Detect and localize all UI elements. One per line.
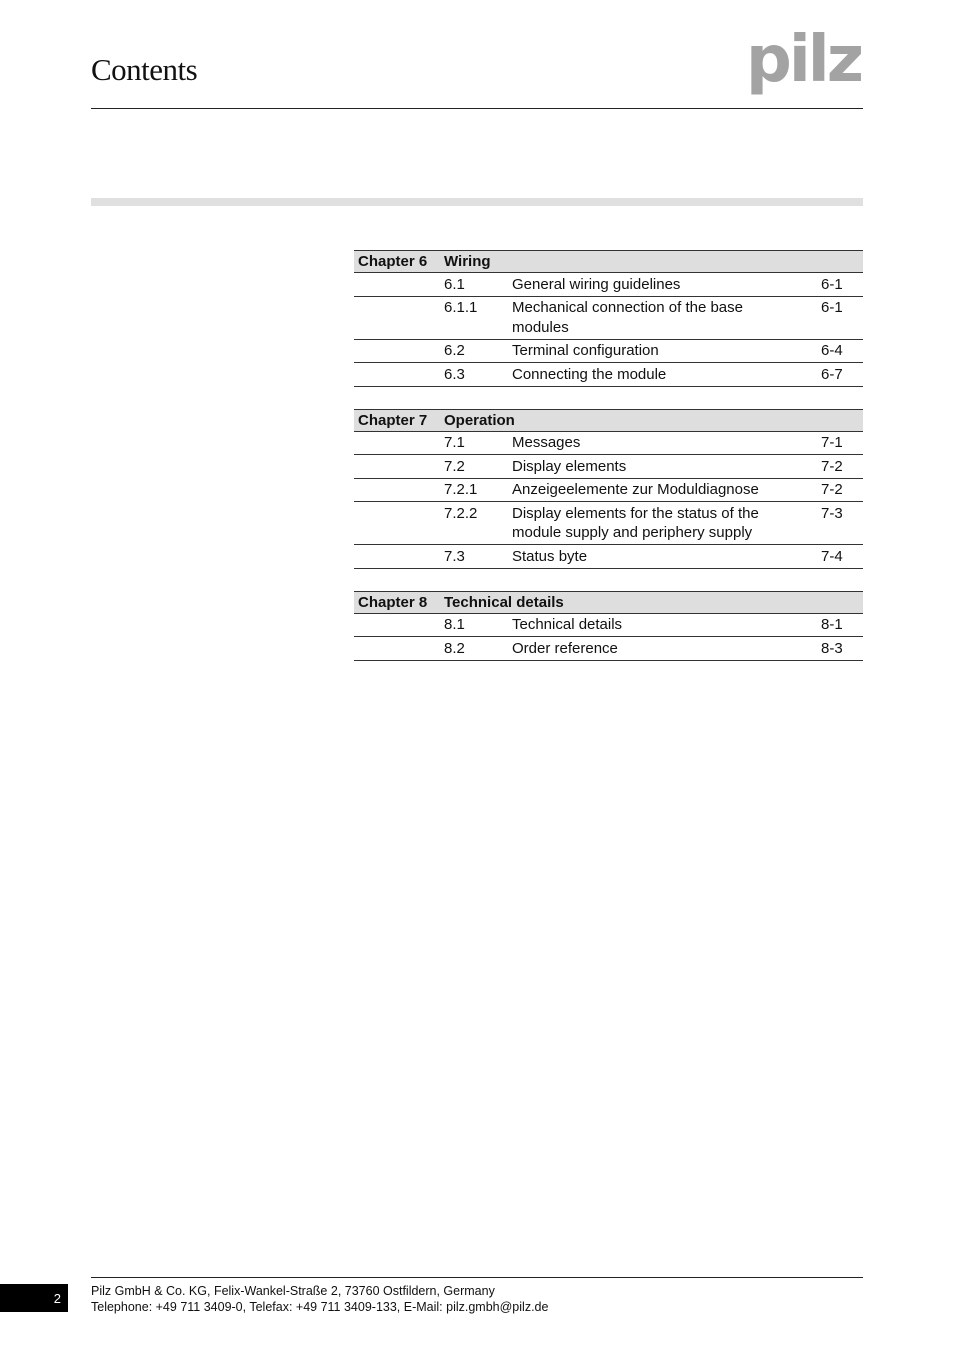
- chapter-heading[interactable]: [354, 591, 863, 614]
- toc-entry[interactable]: [354, 614, 863, 638]
- entry-title: Terminal configuration: [512, 342, 659, 359]
- entry-title: Anzeigeelemente zur Moduldiagnose: [512, 481, 759, 498]
- entry-page: 7-3: [821, 504, 843, 522]
- chapter-title: Wiring: [444, 253, 491, 270]
- toc-entry[interactable]: [354, 297, 863, 340]
- page-number: 2: [0, 1284, 68, 1312]
- chapter-label: Chapter 8: [358, 593, 428, 611]
- chapter-7: [354, 409, 863, 569]
- toc-entry[interactable]: [354, 637, 863, 661]
- entry-page: 8-3: [821, 639, 843, 657]
- chapter-heading[interactable]: [354, 409, 863, 432]
- entry-page: 7-2: [821, 481, 843, 498]
- footer-address: [91, 1283, 548, 1315]
- footer-divider: [91, 1277, 863, 1278]
- entry-title: Technical details: [512, 616, 623, 633]
- entry-page: 7-2: [821, 457, 843, 475]
- entry-number: 8.1: [444, 616, 465, 633]
- chapter-title: Technical details: [444, 593, 564, 611]
- entry-page: 8-1: [821, 616, 843, 633]
- toc-entry[interactable]: [354, 340, 863, 364]
- entry-number: 6.2: [444, 342, 465, 359]
- toc-entry[interactable]: [354, 479, 863, 503]
- page-title: Contents: [91, 52, 198, 87]
- entry-title: Display elements: [512, 457, 627, 475]
- toc-entry[interactable]: [354, 545, 863, 569]
- footer-line-company: Pilz GmbH & Co. KG, Felix-Wankel-Straße 2, 73760 Ostfildern, Germany: [91, 1284, 495, 1298]
- toc-entry[interactable]: [354, 273, 863, 297]
- entry-number: 7.3: [444, 547, 465, 565]
- entry-title: Order reference: [512, 639, 618, 657]
- entry-number: 7.2.2: [444, 504, 478, 522]
- chapter-heading[interactable]: [354, 250, 863, 273]
- entry-title: Messages: [512, 434, 581, 451]
- entry-page: 6-7: [821, 365, 843, 383]
- table-of-contents: [354, 250, 863, 683]
- entry-page: 6-1: [821, 275, 843, 293]
- toc-entry[interactable]: [354, 432, 863, 456]
- chapter-8: [354, 591, 863, 661]
- entry-number: 6.3: [444, 365, 465, 383]
- entry-number: 6.1.1: [444, 299, 478, 316]
- entry-title: Status byte: [512, 547, 588, 565]
- toc-entry[interactable]: [354, 363, 863, 387]
- entry-page: 7-1: [821, 434, 843, 451]
- toc-entry[interactable]: [354, 455, 863, 479]
- chapter-label: Chapter 7: [358, 411, 428, 429]
- entry-title: Mechanical connection of the base modules: [512, 299, 743, 336]
- section-band: [91, 198, 863, 206]
- entry-page: 7-4: [821, 547, 843, 565]
- entry-number: 7.1: [444, 434, 465, 451]
- entry-page: 6-4: [821, 342, 843, 359]
- header-divider: [91, 108, 863, 109]
- entry-number: 7.2.1: [444, 481, 478, 498]
- entry-title: Connecting the module: [512, 365, 667, 383]
- entry-title: General wiring guidelines: [512, 275, 681, 293]
- entry-number: 7.2: [444, 457, 465, 475]
- chapter-6: [354, 250, 863, 387]
- chapter-label: Chapter 6: [358, 253, 428, 270]
- pilz-logo: pilz: [746, 23, 861, 97]
- entry-title: Display elements for the status of the module supply and periphery supply: [512, 504, 759, 541]
- entry-number: 6.1: [444, 275, 465, 293]
- toc-entry[interactable]: [354, 502, 863, 545]
- entry-page: 6-1: [821, 299, 843, 316]
- entry-number: 8.2: [444, 639, 465, 657]
- footer-line-contact: Telephone: +49 711 3409-0, Telefax: +49 711 3409-133, E-Mail: pilz.gmbh@pilz.de: [91, 1300, 549, 1314]
- chapter-title: Operation: [444, 411, 515, 429]
